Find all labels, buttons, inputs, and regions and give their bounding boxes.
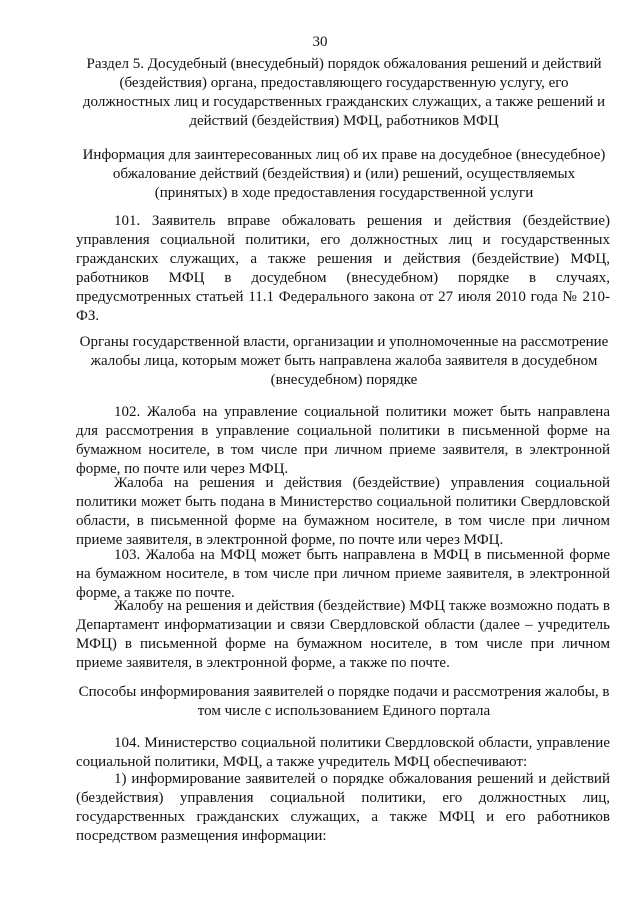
section-title: Раздел 5. Досудебный (внесудебный) порядок обжалования решений и действий (бездействия) органа, предоставляющего государственную услугу, его должностных лиц и государственных гражданских служащих, а также решений и действий (бездействия) МФЦ, работников МФЦ xyxy=(82,56,606,129)
paragraph-104-1: 1) информирование заявителей о порядке обжалования решений и действий (бездействия) управления социальной политики, его должностных лиц, государственных гражданских служащих, а также МФЦ и его работников посредством размещения информации: xyxy=(76,771,610,844)
organs-heading: Органы государственной власти, организации и уполномоченные на рассмотрение жалобы лица, которым может быть направлена жалоба заявителя в досудебном (внесудебном) порядке xyxy=(79,334,609,388)
methods-heading: Способы информирования заявителей о порядке подачи и рассмотрения жалобы, в том числе с использованием Единого портала xyxy=(78,684,610,719)
paragraph-103-b: Жалобу на решения и действия (бездействие) МФЦ также возможно подать в Департамент информатизации и связи Свердловской области (далее – учредитель МФЦ) в письменной форме на бумажном носителе, в том числе при личном приеме заявителя, в электронной форме, а также по почте. xyxy=(76,598,610,671)
paragraph-102: 102. Жалоба на управление социальной политики может быть направлена для рассмотрения в управление социальной политики в письменной форме на бумажном носителе, в том числе при личном приеме заявителя, в электронной форме, по почте или через МФЦ. xyxy=(76,404,610,477)
paragraph-102-b: Жалоба на решения и действия (бездействие) управления социальной политики может быть подана в Министерство социальной политики Свердловской области, в письменной форме на бумажном носителе, в том числе при личном приеме заявителя, в электронной форме, по почте или через МФЦ. xyxy=(76,475,610,548)
paragraph-104: 104. Министерство социальной политики Свердловской области, управление социальной политики, МФЦ, а также учредитель МФЦ обеспечивают: xyxy=(76,735,610,770)
paragraph-101: 101. Заявитель вправе обжаловать решения и действия (бездействие) управления социальной политики, его должностных лиц и государственных гражданских служащих, а также решения и действия (бездействие) МФЦ, работников МФЦ в досудебном (внесудебном) порядке в случаях, предусмотренных статьей 11.1 Федерального закона от 27 июля 2010 года № 210-ФЗ. xyxy=(76,213,610,324)
paragraph-103: 103. Жалоба на МФЦ может быть направлена в МФЦ в письменной форме на бумажном носителе, в том числе при личном приеме заявителя, в электронной форме, а также по почте. xyxy=(76,547,610,601)
page-number: 30 xyxy=(312,34,328,50)
info-heading: Информация для заинтересованных лиц об их праве на досудебное (внесудебное) обжалование действий (бездействия) и (или) решений, осуществляемых (принятых) в ходе предоставления государственной услуги xyxy=(82,147,606,201)
